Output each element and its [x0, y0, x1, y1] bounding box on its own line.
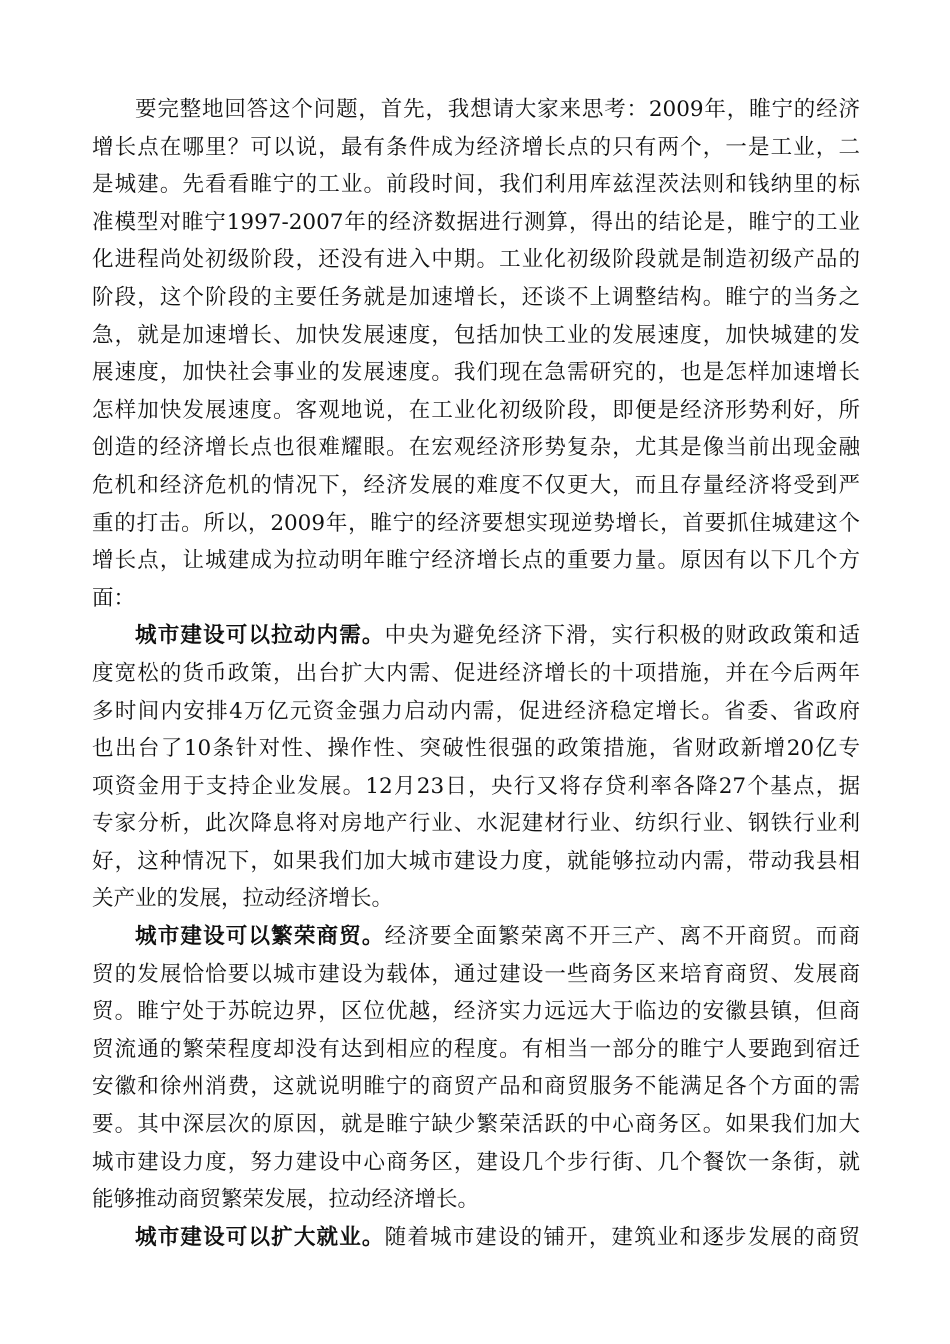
text-line	[92, 204, 860, 242]
text-line	[92, 505, 860, 543]
line-text: 多时间内安排4万亿元资金强力启动内需，促进经济稳定增长。省委、省政府	[92, 698, 860, 724]
text-line	[92, 918, 860, 956]
paragraph-heading: 城市建设可以拉动内需。	[135, 623, 385, 649]
text-line	[92, 693, 860, 731]
line-text: 随着城市建设的铺开，建筑业和逐步发展的商贸	[384, 1224, 860, 1250]
text-line	[92, 655, 860, 693]
line-text: 创造的经济增长点也很难耀眼。在宏观经济形势复杂，尤其是像当前出现金融	[92, 435, 860, 461]
line-text: 贸的发展恰恰要以城市建设为载体，通过建设一些商务区来培育商贸、发展商	[92, 961, 860, 987]
line-text: 重的打击。所以，2009年，睢宁的经济要想实现逆势增长，首要抓住城建这个	[92, 510, 860, 536]
text-line	[92, 129, 860, 167]
line-text: 城市建设力度，努力建设中心商务区，建设几个步行街、几个餐饮一条街，就	[92, 1149, 860, 1175]
paragraph	[92, 918, 860, 1219]
line-text: 增长点在哪里？可以说，最有条件成为经济增长点的只有两个，一是工业，二	[92, 134, 860, 160]
line-text: 是城建。先看看睢宁的工业。前段时间，我们利用库兹涅茨法则和钱纳里的标	[92, 172, 860, 198]
line-text: 能够推动商贸繁荣发展，拉动经济增长。	[92, 1187, 480, 1213]
text-line	[92, 279, 860, 317]
line-text: 经济要全面繁荣离不开三产、离不开商贸。而商	[384, 924, 860, 950]
line-text: 展速度，加快社会事业的发展速度。我们现在急需研究的，也是怎样加速增长	[92, 360, 860, 386]
text-line	[92, 580, 860, 618]
line-text: 度宽松的货币政策，出台扩大内需、促进经济增长的十项措施，并在今后两年	[92, 660, 860, 686]
text-line	[92, 617, 860, 655]
line-text: 要。其中深层次的原因，就是睢宁缺少繁荣活跃的中心商务区。如果我们加大	[92, 1112, 860, 1138]
text-line	[92, 843, 860, 881]
text-line	[92, 1068, 860, 1106]
text-line	[92, 392, 860, 430]
text-line	[92, 1181, 860, 1219]
paragraph	[92, 91, 860, 617]
line-text: 面：	[92, 585, 136, 611]
paragraph-heading: 城市建设可以繁荣商贸。	[135, 924, 385, 950]
text-line	[92, 166, 860, 204]
text-line	[92, 1031, 860, 1069]
line-text: 阶段，这个阶段的主要任务就是加速增长，还谈不上调整结构。睢宁的当务之	[92, 284, 860, 310]
text-line	[92, 467, 860, 505]
text-line	[92, 1144, 860, 1182]
text-line	[92, 429, 860, 467]
line-text: 项资金用于支持企业发展。12月23日，央行又将存贷利率各降27个基点，据	[92, 773, 860, 799]
text-line	[92, 993, 860, 1031]
line-text: 贸流通的繁荣程度却没有达到相应的程度。有相当一部分的睢宁人要跑到宿迁	[92, 1036, 860, 1062]
text-line	[92, 1106, 860, 1144]
line-text: 贸。睢宁处于苏皖边界，区位优越，经济实力远远大于临边的安徽县镇，但商	[92, 999, 860, 1025]
line-text: 危机和经济危机的情况下，经济发展的难度不仅更大，而且存量经济将受到严	[92, 472, 860, 498]
line-text: 中央为避免经济下滑，实行积极的财政政策和适	[384, 623, 860, 649]
paragraph	[92, 617, 860, 918]
text-line	[92, 1219, 860, 1257]
text-line	[92, 880, 860, 918]
line-text: 怎样加快发展速度。客观地说，在工业化初级阶段，即便是经济形势利好，所	[92, 397, 860, 423]
document-body	[92, 91, 860, 1256]
text-line	[92, 956, 860, 994]
line-text: 也出台了10条针对性、操作性、突破性很强的政策措施，省财政新增20亿专	[92, 736, 860, 762]
text-line	[92, 91, 860, 129]
text-line	[92, 241, 860, 279]
line-text: 关产业的发展，拉动经济增长。	[92, 886, 394, 912]
line-text: 化进程尚处初级阶段，还没有进入中期。工业化初级阶段就是制造初级产品的	[92, 247, 860, 273]
line-text: 要完整地回答这个问题，首先，我想请大家来思考：2009年，睢宁的经济	[135, 97, 860, 122]
text-line	[92, 730, 860, 768]
text-line	[92, 768, 860, 806]
line-text: 准模型对睢宁1997-2007年的经济数据进行测算，得出的结论是，睢宁的工业	[92, 209, 860, 235]
line-text: 急，就是加速增长、加快发展速度，包括加快工业的发展速度，加快城建的发	[92, 322, 860, 348]
text-line	[92, 354, 860, 392]
line-text: 好，这种情况下，如果我们加大城市建设力度，就能够拉动内需，带动我县相	[92, 848, 860, 874]
text-line	[92, 542, 860, 580]
line-text: 增长点，让城建成为拉动明年睢宁经济增长点的重要力量。原因有以下几个方	[92, 548, 860, 574]
paragraph	[92, 1219, 860, 1257]
paragraph-heading: 城市建设可以扩大就业。	[135, 1224, 385, 1250]
text-line	[92, 805, 860, 843]
line-text: 安徽和徐州消费，这就说明睢宁的商贸产品和商贸服务不能满足各个方面的需	[92, 1074, 860, 1100]
line-text: 专家分析，此次降息将对房地产行业、水泥建材行业、纺织行业、钢铁行业利	[92, 811, 860, 837]
text-line	[92, 317, 860, 355]
